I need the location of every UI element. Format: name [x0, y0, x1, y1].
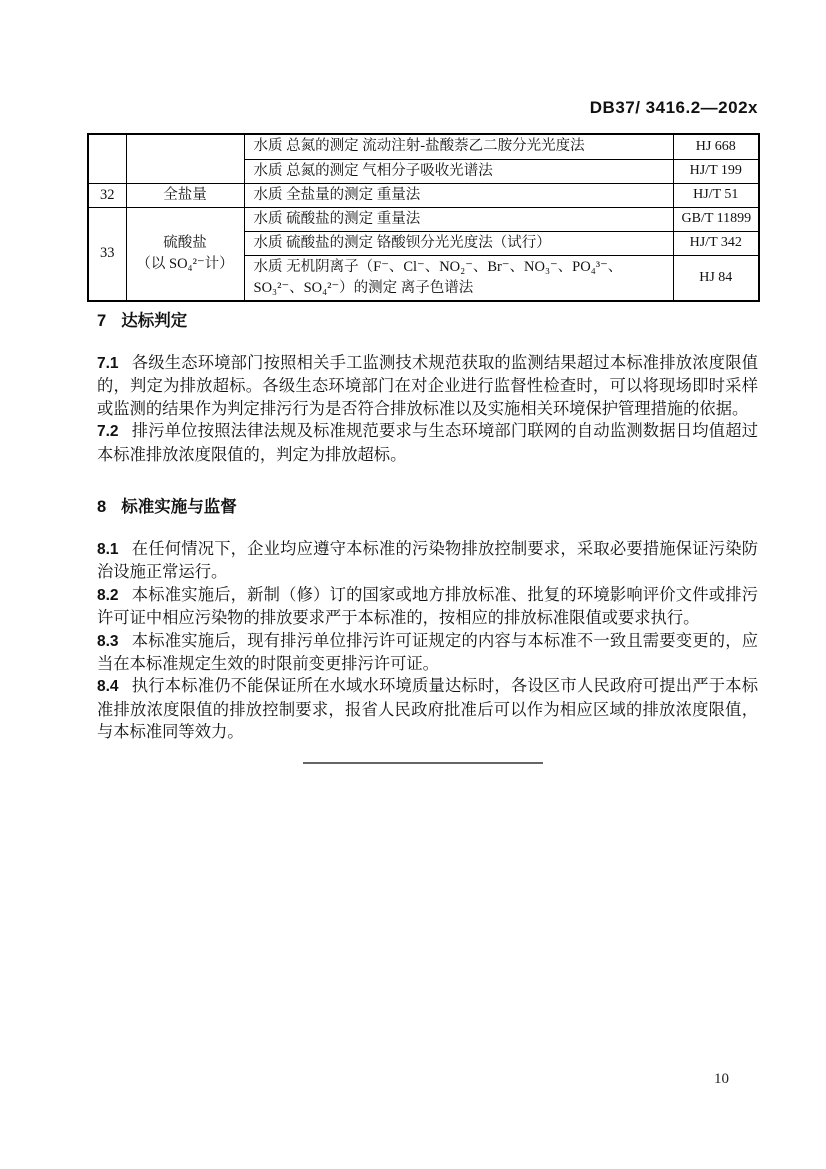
clause-8-1-text: 在任何情况下，企业均应遵守本标准的污染物排放控制要求，采取必要措施保证污染防治设施正常运行。: [97, 539, 758, 582]
table-row: [88, 183, 759, 207]
clause-8-2-text: 本标准实施后，新制（修）订的国家或地方排放标准、批复的环境影响评价文件或排污许可证中相应污染物的排放要求严于本标准的，按相应的排放标准限值或要求执行。: [97, 584, 758, 628]
section-7-title: 达标判定: [121, 312, 188, 330]
clause-8-3: [97, 630, 758, 676]
clause-8-2-number: 8.2: [97, 586, 119, 604]
table-row: [88, 134, 759, 159]
section-8-number: 8: [97, 498, 107, 517]
cell-standard-no: HJ 84: [673, 255, 759, 301]
pollutant-name: 硫酸盐: [163, 234, 207, 251]
clause-8-3-text: 本标准实施后，现有排污单位排污许可证规定的内容与本标准不一致且需要变更的，应当在本标准规定生效的时限前变更排污许可证。: [97, 630, 758, 674]
cell-method: 水质 硫酸盐的测定 铬酸钡分光光度法（试行）: [244, 231, 673, 255]
cell-standard-no: GB/T 11899: [673, 207, 759, 231]
clause-7-2-number: 7.2: [97, 423, 119, 441]
cell-method: 水质 无机阴离子（F⁻、Cl⁻、NO₂⁻、Br⁻、NO₃⁻、PO₄³⁻、SO₃²⁻、SO₄²⁻）的测定 离子色谱法: [244, 255, 673, 301]
clause-8-4-number: 8.4: [97, 678, 119, 696]
cell-pollutant: [126, 134, 244, 183]
cell-method: 水质 总氮的测定 流动注射-盐酸萘乙二胺分光光度法: [244, 134, 673, 159]
clause-8-4-text: 执行本标准仍不能保证所在水域水环境质量达标时，各设区市人民政府可提出严于本标准排放浓度限值的排放控制要求，报省人民政府批准后可以作为相应区域的排放浓度限值，与本标准同等效力。: [97, 676, 758, 742]
clause-7-1: [97, 352, 758, 420]
cell-standard-no: HJ 668: [673, 134, 759, 159]
clause-8-2: [97, 584, 758, 630]
clause-7-1-number: 7.1: [97, 355, 119, 372]
document-body: [97, 307, 758, 744]
clause-8-1-number: 8.1: [97, 541, 119, 559]
clause-8-3-number: 8.3: [97, 632, 119, 650]
cell-standard-no: HJ/T 51: [673, 183, 759, 207]
section-7-number: 7: [97, 312, 107, 330]
cell-method: 水质 硫酸盐的测定 重量法: [244, 207, 673, 231]
cell-standard-no: HJ/T 199: [673, 159, 759, 183]
cell-method: 水质 全盐量的测定 重量法: [244, 183, 673, 207]
clause-8-1: [97, 538, 758, 584]
clause-7-2: [97, 420, 758, 466]
pollutant-basis: （以 SO₄²⁻计）: [136, 255, 234, 272]
cell-pollutant: 全盐量: [126, 183, 244, 207]
analysis-methods-table: [87, 133, 760, 302]
cell-serial-no: [88, 134, 126, 183]
clause-7-2-text: 排污单位按照法律法规及标准规范要求与生态环境部门联网的自动监测数据日均值超过本标准排放浓度限值的，判定为排放超标。: [97, 421, 758, 464]
section-7-heading: [97, 307, 758, 331]
cell-standard-no: HJ/T 342: [673, 231, 759, 255]
table-row: [88, 207, 759, 231]
end-of-text-divider: [303, 762, 543, 764]
section-8-heading: [97, 493, 758, 517]
clause-8-4: [97, 675, 758, 743]
clause-7-1-text: 各级生态环境部门按照相关手工监测技术规范获取的监测结果超过本标准排放浓度限值的，判定为排放超标。各级生态环境部门在对企业进行监督性检查时，可以将现场即时采样或监测的结果作为判定排污行为是否符合排放标准以及实施相关环境保护管理措施的依据。: [97, 353, 758, 418]
section-8-title: 标准实施与监督: [121, 498, 237, 517]
document-code-header: DB37/ 3416.2—202x: [589, 98, 758, 117]
cell-pollutant: [126, 207, 244, 301]
cell-serial-no: 33: [88, 207, 126, 301]
cell-method: 水质 总氮的测定 气相分子吸收光谱法: [244, 159, 673, 183]
cell-serial-no: 32: [88, 183, 126, 207]
page-number: 10: [714, 1071, 729, 1087]
